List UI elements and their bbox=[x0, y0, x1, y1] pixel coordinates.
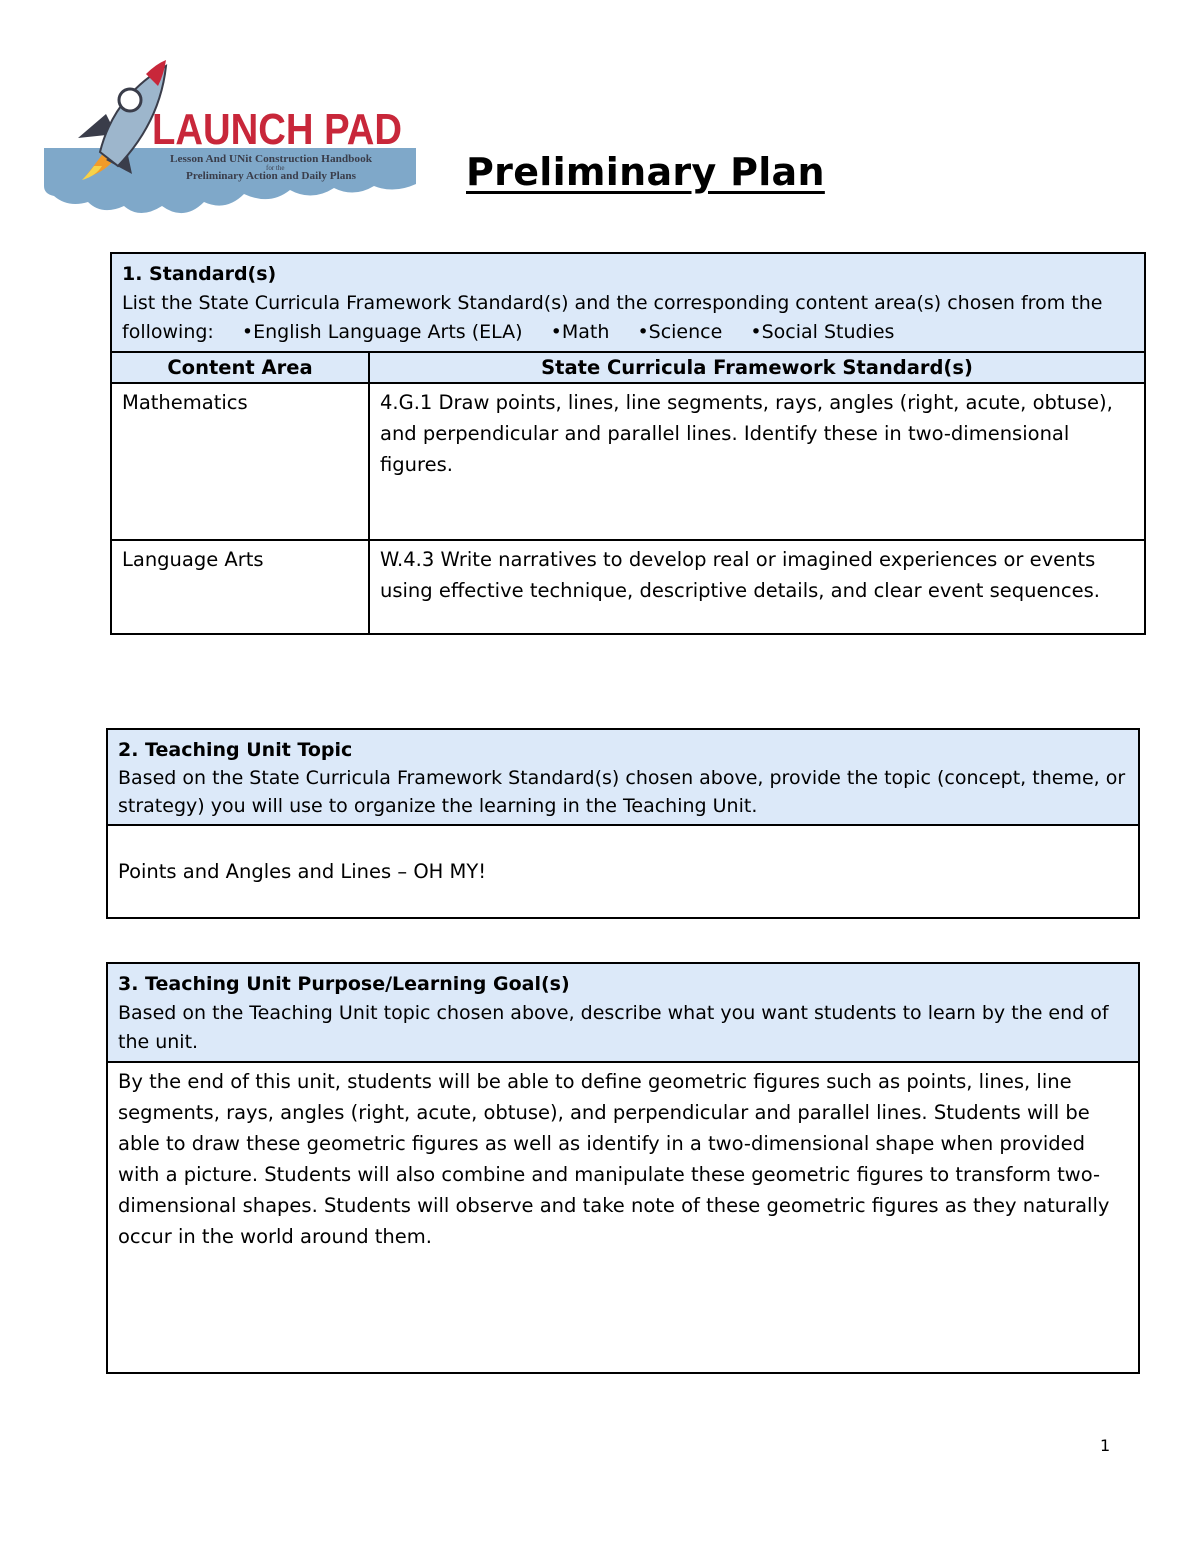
options-prefix: following: bbox=[122, 321, 214, 343]
content-area-options bbox=[122, 321, 894, 343]
content-area-cell: Language Arts bbox=[111, 540, 369, 634]
learning-goals-header bbox=[107, 963, 1139, 1062]
standards-heading: 1. Standard(s) bbox=[122, 263, 277, 285]
standard-cell: W.4.3 Write narratives to develop real or imagined experiences or events using effective technique, descriptive details, and clear event sequences. bbox=[369, 540, 1145, 634]
svg-text:Lesson And UNit Construction H: Lesson And UNit Construction Handbook bbox=[170, 154, 373, 165]
table-row bbox=[111, 540, 1145, 634]
topic-answer-text: Points and Angles and Lines – OH MY! bbox=[118, 860, 487, 883]
column-header-content-area: Content Area bbox=[111, 352, 369, 383]
standards-table bbox=[110, 252, 1146, 635]
option-math: •Math bbox=[550, 321, 610, 343]
table-row bbox=[111, 383, 1145, 540]
page-title: Preliminary Plan bbox=[466, 150, 825, 194]
rocket-logo-graphic bbox=[44, 56, 424, 226]
option-social-studies: •Social Studies bbox=[750, 321, 895, 343]
column-header-standards: State Curricula Framework Standard(s) bbox=[369, 352, 1145, 383]
page-number: 1 bbox=[1100, 1436, 1111, 1455]
standard-cell: 4.G.1 Draw points, lines, line segments, rays, angles (right, acute, obtuse), and perpendicular and parallel lines. Identify these in two-dimensional figures. bbox=[369, 383, 1145, 540]
content-area-cell: Mathematics bbox=[111, 383, 369, 540]
learning-goals-table bbox=[106, 962, 1140, 1374]
topic-heading: 2. Teaching Unit Topic bbox=[118, 739, 353, 761]
learning-goals-description: Based on the Teaching Unit topic chosen above, describe what you want students to learn by the end of the unit. bbox=[118, 1002, 1109, 1053]
option-ela: •English Language Arts (ELA) bbox=[241, 321, 523, 343]
svg-text:for the: for the bbox=[266, 164, 285, 172]
launch-pad-logo bbox=[44, 56, 424, 226]
svg-text:LAUNCH PAD: LAUNCH PAD bbox=[152, 105, 402, 154]
teaching-unit-topic-table bbox=[106, 728, 1140, 919]
learning-goals-heading: 3. Teaching Unit Purpose/Learning Goal(s) bbox=[118, 973, 570, 995]
svg-text:Preliminary Action and Daily P: Preliminary Action and Daily Plans bbox=[186, 171, 356, 182]
standards-header bbox=[111, 253, 1145, 352]
topic-description: Based on the State Curricula Framework Standard(s) chosen above, provide the topic (concept, theme, or strategy) you will use to organize the learning in the Teaching Unit. bbox=[118, 767, 1126, 817]
topic-header bbox=[107, 729, 1139, 825]
learning-goals-answer: By the end of this unit, students will be able to define geometric figures such as points, lines, line segments, rays, angles (right, acute, obtuse), and perpendicular and parallel lines. Students will be able to draw these geometric figures as well as identify in a two-dimensional shape when provided with a picture. Students will also combine and manipulate these geometric figures to transform two-dimensional shapes. Students will observe and take note of these geometric figures as they naturally occur in the world around them. bbox=[107, 1062, 1139, 1373]
option-science: •Science bbox=[637, 321, 723, 343]
standards-description: List the State Curricula Framework Standard(s) and the corresponding content area(s) chosen from the bbox=[122, 292, 1103, 314]
topic-answer bbox=[107, 825, 1139, 918]
